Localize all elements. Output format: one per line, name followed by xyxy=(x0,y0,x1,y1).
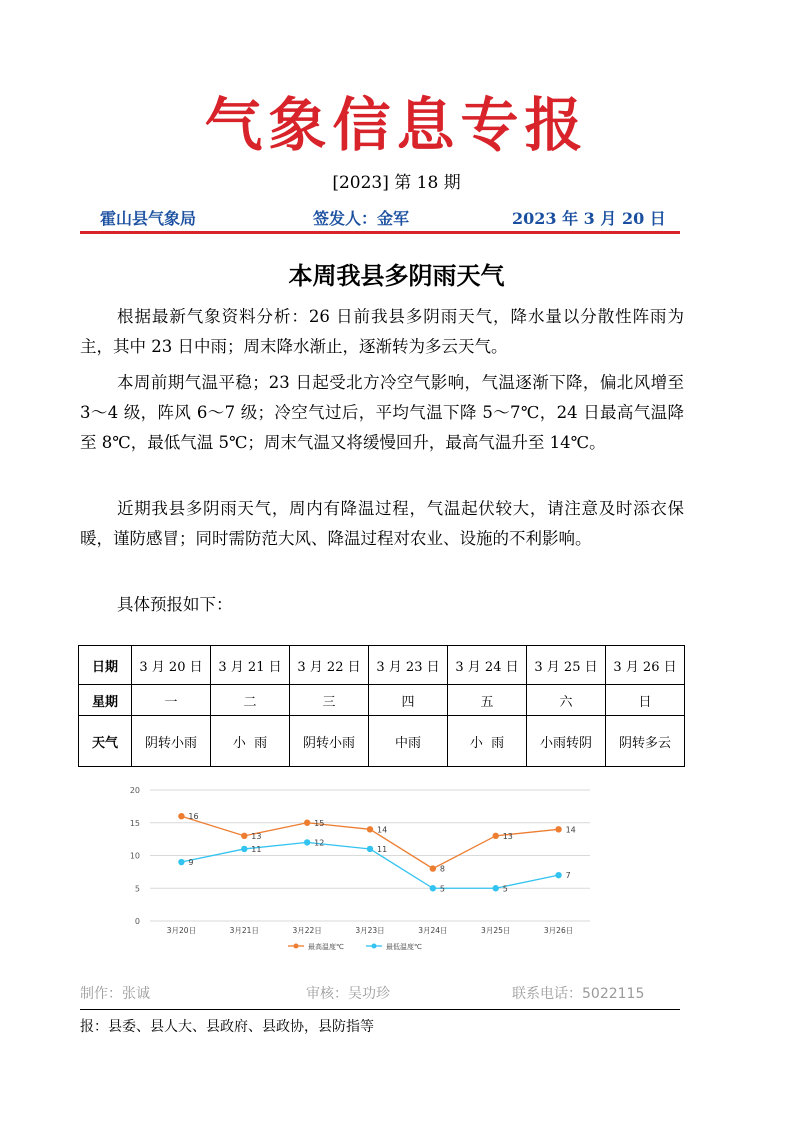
data-point xyxy=(555,826,561,832)
date-cell: 3 月 24 日 xyxy=(448,646,527,685)
weekday-cell: 五 xyxy=(448,685,527,716)
data-point xyxy=(304,820,310,826)
data-label: 14 xyxy=(565,825,576,835)
y-tick-label: 10 xyxy=(129,851,140,861)
data-point xyxy=(555,872,561,878)
data-label: 14 xyxy=(377,825,388,835)
article-headline: 本周我县多阴雨天气 xyxy=(288,262,505,290)
header-divider xyxy=(80,231,680,234)
table-row-dates xyxy=(79,646,685,685)
legend-marker xyxy=(294,944,299,949)
weekday-cell: 四 xyxy=(369,685,448,716)
x-tick-label: 3月22日 xyxy=(292,926,322,935)
x-tick-label: 3月24日 xyxy=(418,926,448,935)
data-point xyxy=(367,846,373,852)
issuing-office: 霍山县气象局 xyxy=(100,209,197,228)
y-tick-label: 20 xyxy=(129,786,140,795)
x-tick-label: 3月23日 xyxy=(355,926,385,935)
paragraph-temperature: 本周前期气温平稳；23 日起受北方冷空气影响，气温逐渐下降，偏北风增至 3～4 级，阵风 6～7 级；冷空气过后，平均气温下降 5～7℃，24 日最高气温降至 8℃，最低气温 5℃；周末气温又将缓慢回升，最高气温升至 14℃。 xyxy=(80,373,684,452)
date-cell: 3 月 25 日 xyxy=(527,646,606,685)
legend-label: 最高温度℃ xyxy=(308,943,344,951)
weather-cell: 阴转多云 xyxy=(606,716,685,767)
data-point xyxy=(430,865,436,871)
y-tick-label: 15 xyxy=(129,818,140,828)
data-point xyxy=(493,885,499,891)
signer: 签发人：金军 xyxy=(313,209,410,228)
data-point xyxy=(241,846,247,852)
legend-marker xyxy=(372,944,377,949)
row-label-weekday: 星期 xyxy=(79,685,132,716)
series-line xyxy=(181,816,558,868)
date-cell: 3 月 23 日 xyxy=(369,646,448,685)
weather-cell: 小 雨 xyxy=(211,716,290,767)
table-row-weather xyxy=(79,716,685,767)
data-label: 7 xyxy=(565,871,571,881)
weekday-cell: 三 xyxy=(290,685,369,716)
weekday-cell: 二 xyxy=(211,685,290,716)
data-point xyxy=(430,885,436,891)
issue-date: 2023 年 3 月 20 日 xyxy=(512,209,666,228)
paragraph-advice: 近期我县多阴雨天气，周内有降温过程，气温起伏较大，请注意及时添衣保暖，谨防感冒；同时需防范大风、降温过程对农业、设施的不利影响。 xyxy=(80,499,684,548)
legend-label: 最低温度℃ xyxy=(386,943,422,951)
data-label: 11 xyxy=(377,844,388,854)
weather-cell: 小 雨 xyxy=(448,716,527,767)
date-cell: 3 月 26 日 xyxy=(606,646,685,685)
footer-divider xyxy=(80,1009,680,1010)
maker-credit: 制作：张诚 xyxy=(80,986,150,1002)
data-point xyxy=(493,833,499,839)
data-label: 12 xyxy=(314,838,325,848)
reviewer-credit: 审核：吴功珍 xyxy=(306,986,390,1002)
issue-number: [2023] 第 18 期 xyxy=(332,173,461,193)
data-label: 11 xyxy=(251,844,262,854)
y-tick-label: 5 xyxy=(134,884,140,894)
data-label: 5 xyxy=(502,884,508,894)
weather-cell: 阴转小雨 xyxy=(290,716,369,767)
date-cell: 3 月 20 日 xyxy=(132,646,211,685)
weather-cell: 阴转小雨 xyxy=(132,716,211,767)
data-label: 13 xyxy=(251,831,262,841)
date-cell: 3 月 21 日 xyxy=(211,646,290,685)
data-point xyxy=(367,826,373,832)
forecast-table xyxy=(78,645,685,767)
table-row-weekdays xyxy=(79,685,685,716)
x-tick-label: 3月26日 xyxy=(543,926,574,935)
row-label-weather: 天气 xyxy=(79,716,132,767)
distribution-list: 报：县委、县人大、县政府、县政协，县防指等 xyxy=(80,1019,374,1035)
data-point xyxy=(241,833,247,839)
weekday-cell: 日 xyxy=(606,685,685,716)
data-label: 13 xyxy=(502,831,513,841)
weekday-cell: 六 xyxy=(527,685,606,716)
data-label: 9 xyxy=(188,858,194,868)
row-label-date: 日期 xyxy=(79,646,132,685)
data-label: 15 xyxy=(314,818,325,828)
date-cell: 3 月 22 日 xyxy=(290,646,369,685)
x-tick-label: 3月21日 xyxy=(229,926,259,935)
weather-cell: 中雨 xyxy=(369,716,448,767)
data-label: 5 xyxy=(439,884,445,894)
y-tick-label: 0 xyxy=(134,917,140,926)
data-label: 16 xyxy=(188,812,199,822)
data-point xyxy=(178,859,184,865)
x-tick-label: 3月25日 xyxy=(481,926,511,935)
data-point xyxy=(178,813,184,819)
data-label: 8 xyxy=(439,864,445,874)
x-tick-label: 3月20日 xyxy=(166,926,197,935)
temperature-line-chart xyxy=(120,780,600,955)
paragraph-forecast-intro: 具体预报如下： xyxy=(117,595,233,614)
masthead-title: 气象信息专报 xyxy=(204,91,589,159)
contact-phone: 联系电话：5022115 xyxy=(512,986,645,1002)
weather-cell: 小雨转阴 xyxy=(527,716,606,767)
paragraph-overview: 根据最新气象资料分析：26 日前我县多阴雨天气，降水量以分散性阵雨为主，其中 23 日中雨；周末降水渐止，逐渐转为多云天气。 xyxy=(80,307,684,356)
weekday-cell: 一 xyxy=(132,685,211,716)
data-point xyxy=(304,839,310,845)
